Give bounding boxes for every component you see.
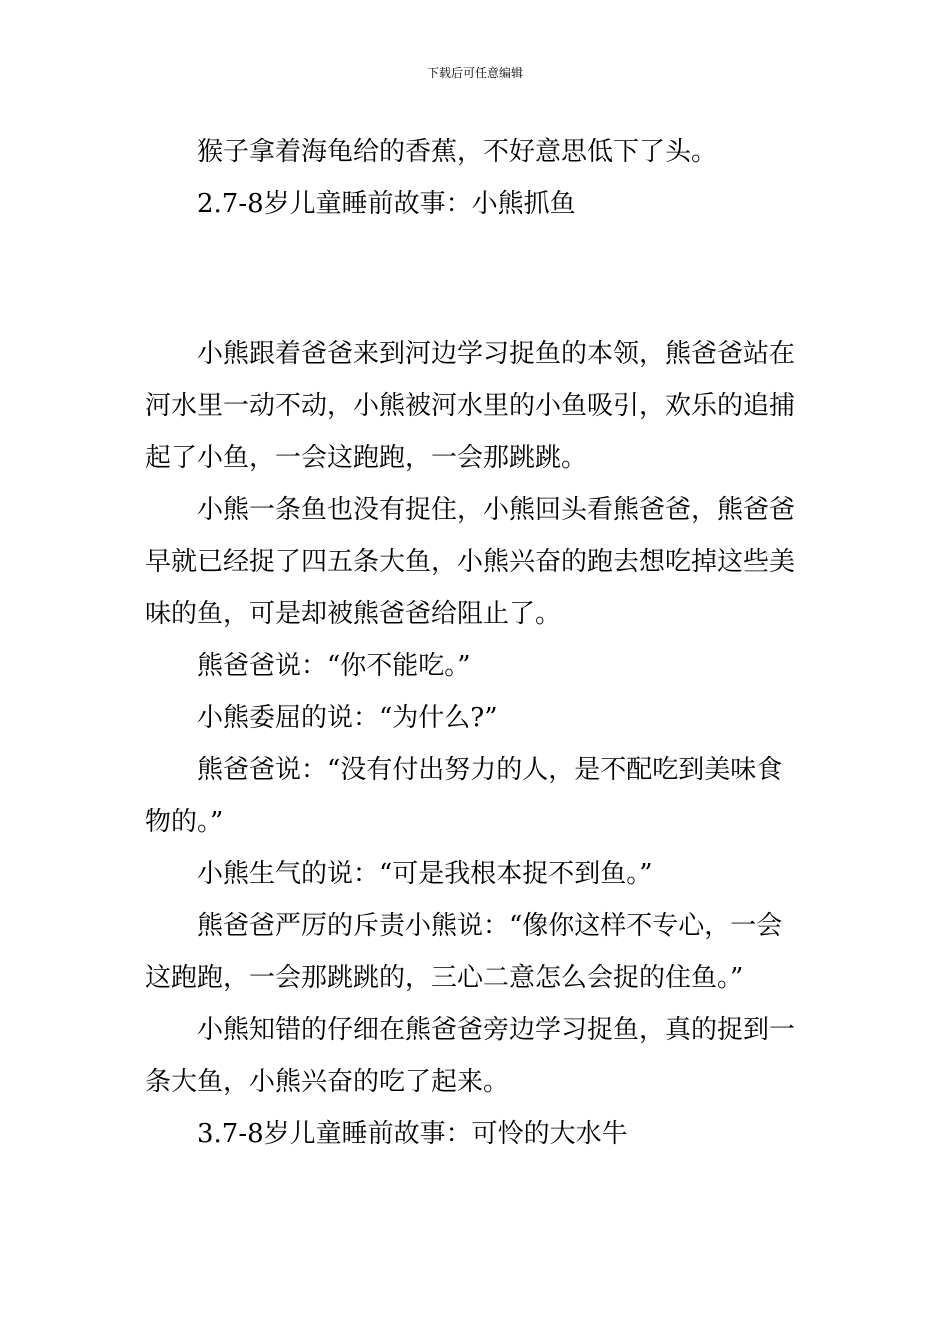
paragraph-line: 这跑跑，一会那跳跳的，三心二意怎么会捉的住鱼。” (145, 963, 744, 993)
paragraph-line: 熊爸爸严厉的斥责小熊说：“像你这样不专心，一会 (197, 911, 783, 941)
section-heading: 3.7-8岁儿童睡前故事：可怜的大水牛 (197, 1119, 628, 1149)
paragraph-line: 小熊委屈的说：“为什么?” (197, 703, 498, 733)
section-heading: 2.7-8岁儿童睡前故事：小熊抓鱼 (197, 189, 576, 219)
paragraph-line: 起了小鱼，一会这跑跑，一会那跳跳。 (145, 443, 588, 473)
paragraph-line: 早就已经捉了四五条大鱼，小熊兴奋的跑去想吃掉这些美 (145, 547, 796, 577)
paragraph-line: 小熊跟着爸爸来到河边学习捉鱼的本领，熊爸爸站在 (197, 339, 796, 369)
paragraph-line: 物的。” (145, 807, 224, 837)
blank-space (145, 230, 810, 328)
paragraph-line: 小熊生气的说：“可是我根本捉不到鱼。” (197, 859, 653, 889)
paragraph-line: 味的鱼，可是却被熊爸爸给阻止了。 (145, 599, 562, 629)
page-header: 下载后可任意编辑 (426, 66, 523, 80)
paragraph-line: 小熊一条鱼也没有捉住，小熊回头看熊爸爸，熊爸爸 (197, 495, 796, 525)
paragraph-line: 熊爸爸说：“没有付出努力的人，是不配吃到美味食 (197, 755, 783, 785)
document-body (145, 126, 810, 1160)
paragraph-line: 河水里一动不动，小熊被河水里的小鱼吸引，欢乐的追捕 (145, 391, 796, 421)
paragraph-line: 条大鱼，小熊兴奋的吃了起来。 (145, 1067, 510, 1097)
paragraph-line: 小熊知错的仔细在熊爸爸旁边学习捉鱼，真的捉到一 (197, 1015, 796, 1045)
paragraph-line: 熊爸爸说：“你不能吃。” (197, 651, 471, 681)
paragraph-line: 猴子拿着海龟给的香蕉，不好意思低下了头。 (197, 137, 718, 167)
